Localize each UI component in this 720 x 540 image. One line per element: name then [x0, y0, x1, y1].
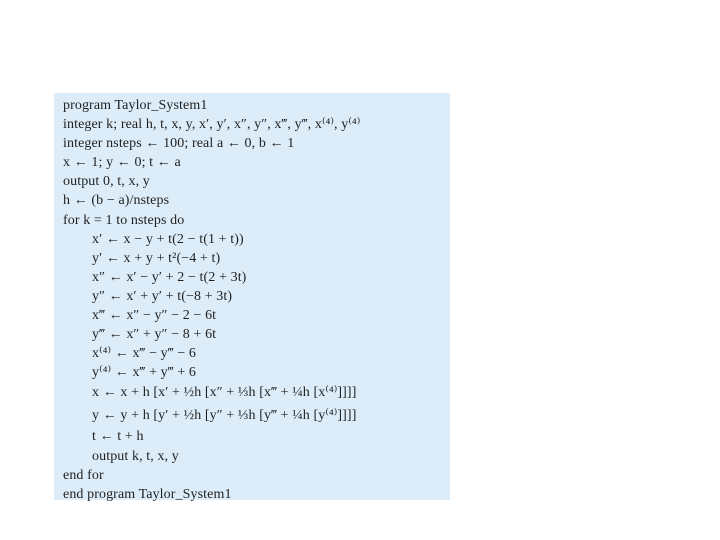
code-line-y2: y″ ← x′ + y′ + t(−8 + 3t) [92, 288, 233, 304]
code-line-y3: y‴ ← x″ + y″ − 8 + 6t [92, 327, 217, 343]
code-line-program: program Taylor_System1 [63, 98, 208, 113]
code-line-init: x ← 1; y ← 0; t ← a [63, 155, 181, 171]
pseudocode-block [54, 93, 450, 500]
code-line-step-size: h ← (b − a)/nsteps [63, 193, 170, 209]
code-line-end-program: end program Taylor_System1 [63, 486, 232, 502]
code-line-y1: y′ ← x + y + t²(−4 + t) [92, 250, 221, 266]
code-line-declare-steps: integer nsteps ← 100; real a ← 0, b ← 1 [63, 136, 295, 152]
code-line-x1: x′ ← x − y + t(2 − t(1 + t)) [92, 231, 244, 247]
code-line-x4: x⁽⁴⁾ ← x‴ − y‴ − 6 [92, 346, 197, 362]
code-line-x-update: x ← x + h [x′ + ½h [x″ + ⅓h [x‴ + ¼h [x⁽⁴⁾]]]] [92, 385, 357, 401]
code-line-output-initial: output 0, t, x, y [63, 174, 150, 190]
code-line-for: for k = 1 to nsteps do [63, 212, 185, 228]
code-line-t-update: t ← t + h [92, 429, 144, 445]
code-line-y-update: y ← y + h [y′ + ½h [y″ + ⅓h [y‴ + ¼h [y⁽⁴⁾]]]] [92, 407, 357, 423]
code-line-end-for: end for [63, 467, 104, 483]
code-line-y4: y⁽⁴⁾ ← x‴ + y‴ + 6 [92, 365, 197, 381]
code-line-x2: x″ ← x′ − y′ + 2 − t(2 + 3t) [92, 269, 247, 285]
code-line-declare-reals: integer k; real h, t, x, y, x′, y′, x″, y″, x‴, y‴, x⁽⁴⁾, y⁽⁴⁾ [63, 117, 361, 133]
code-line-x3: x‴ ← x″ − y″ − 2 − 6t [92, 308, 217, 324]
code-line-output-loop: output k, t, x, y [92, 448, 179, 464]
